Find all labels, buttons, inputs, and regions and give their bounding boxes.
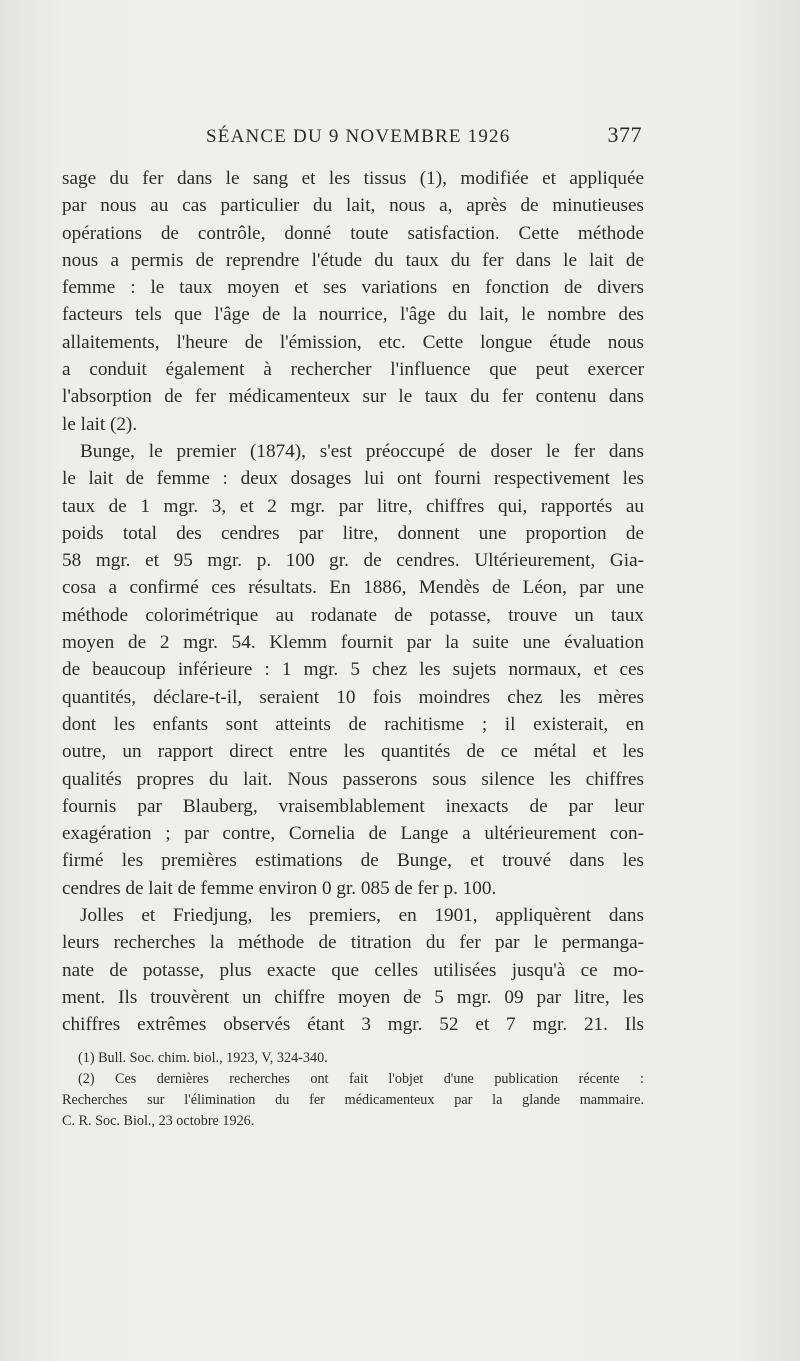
text-line: l'absorption de fer médicamenteux sur le taux du fer contenu dans: [62, 386, 644, 408]
text-line: chiffres extrêmes observés étant 3 mgr. 52 et 7 mgr. 21. Ils: [62, 1014, 644, 1036]
text-line: opérations de contrôle, donné toute satisfaction. Cette méthode: [62, 222, 644, 244]
text-line: cendres de lait de femme environ 0 gr. 085 de fer p. 100.: [62, 877, 497, 899]
text-line: a conduit également à rechercher l'influence que peut exercer: [62, 359, 644, 381]
text-line: quantités, déclare-t-il, seraient 10 fois moindres chez les mères: [62, 686, 644, 708]
text-line: méthode colorimétrique au rodanate de potasse, trouve un taux: [62, 604, 644, 626]
text-line: Bunge, le premier (1874), s'est préoccupé de doser le fer dans: [80, 440, 644, 462]
text-line: taux de 1 mgr. 3, et 2 mgr. par litre, chiffres qui, rapportés au: [62, 495, 644, 517]
text-line: qualités propres du lait. Nous passerons sous silence les chiffres: [62, 768, 644, 790]
text-line: femme : le taux moyen et ses variations en fonction de divers: [62, 277, 644, 299]
text-line: de beaucoup inférieure : 1 mgr. 5 chez les sujets normaux, et ces: [62, 659, 644, 681]
text-line: facteurs tels que l'âge de la nourrice, l'âge du lait, le nombre des: [62, 304, 644, 326]
page-number: 377: [607, 122, 642, 147]
running-header: [206, 122, 642, 148]
body-text: [62, 165, 644, 1039]
text-line: dont les enfants sont atteints de rachitisme ; il existerait, en: [62, 713, 644, 735]
text-line: Jolles et Friedjung, les premiers, en 1901, appliquèrent dans: [80, 905, 644, 927]
text-line: firmé les premières estimations de Bunge, et trouvé dans les: [62, 850, 644, 872]
running-title: SÉANCE DU 9 NOVEMBRE 1926: [206, 126, 511, 147]
footnotes: [62, 1048, 644, 1132]
text-line: cosa a confirmé ces résultats. En 1886, Mendès de Léon, par une: [62, 577, 644, 599]
text-line: exagération ; par contre, Cornelia de Lange a ultérieurement con-: [62, 823, 644, 845]
footnote-2: (2) Ces dernières recherches ont fait l'objet d'une publication récente :: [78, 1071, 644, 1087]
text-line: ment. Ils trouvèrent un chiffre moyen de 5 mgr. 09 par litre, les: [62, 986, 644, 1008]
footnote-1: (1) Bull. Soc. chim. biol., 1923, V, 324-340.: [78, 1050, 328, 1066]
text-line: fournis par Blauberg, vraisemblablement inexacts de par leur: [62, 795, 644, 817]
text-line: outre, un rapport direct entre les quantités de ce métal et les: [62, 741, 644, 763]
text-line: 58 mgr. et 95 mgr. p. 100 gr. de cendres. Ultérieurement, Gia-: [62, 550, 644, 572]
footnote-2-continued: Recherches sur l'élimination du fer médicamenteux par la glande mammaire.: [62, 1092, 644, 1108]
text-line: leurs recherches la méthode de titration du fer par le permanga-: [62, 932, 644, 954]
text-line: poids total des cendres par litre, donnent une proportion de: [62, 522, 644, 544]
text-line: par nous au cas particulier du lait, nous a, après de minutieuses: [62, 195, 644, 217]
text-line: nous a permis de reprendre l'étude du taux du fer dans le lait de: [62, 249, 644, 271]
footnote-2-continued: C. R. Soc. Biol., 23 octobre 1926.: [62, 1113, 255, 1129]
text-line: moyen de 2 mgr. 54. Klemm fournit par la suite une évaluation: [62, 632, 644, 654]
text-line: le lait de femme : deux dosages lui ont fourni respectivement les: [62, 468, 644, 490]
text-line: sage du fer dans le sang et les tissus (1), modifiée et appliquée: [62, 168, 644, 189]
text-line: nate de potasse, plus exacte que celles utilisées jusqu'à ce mo-: [62, 959, 644, 981]
text-line: allaitements, l'heure de l'émission, etc. Cette longue étude nous: [62, 331, 644, 353]
text-line: le lait (2).: [62, 413, 138, 435]
